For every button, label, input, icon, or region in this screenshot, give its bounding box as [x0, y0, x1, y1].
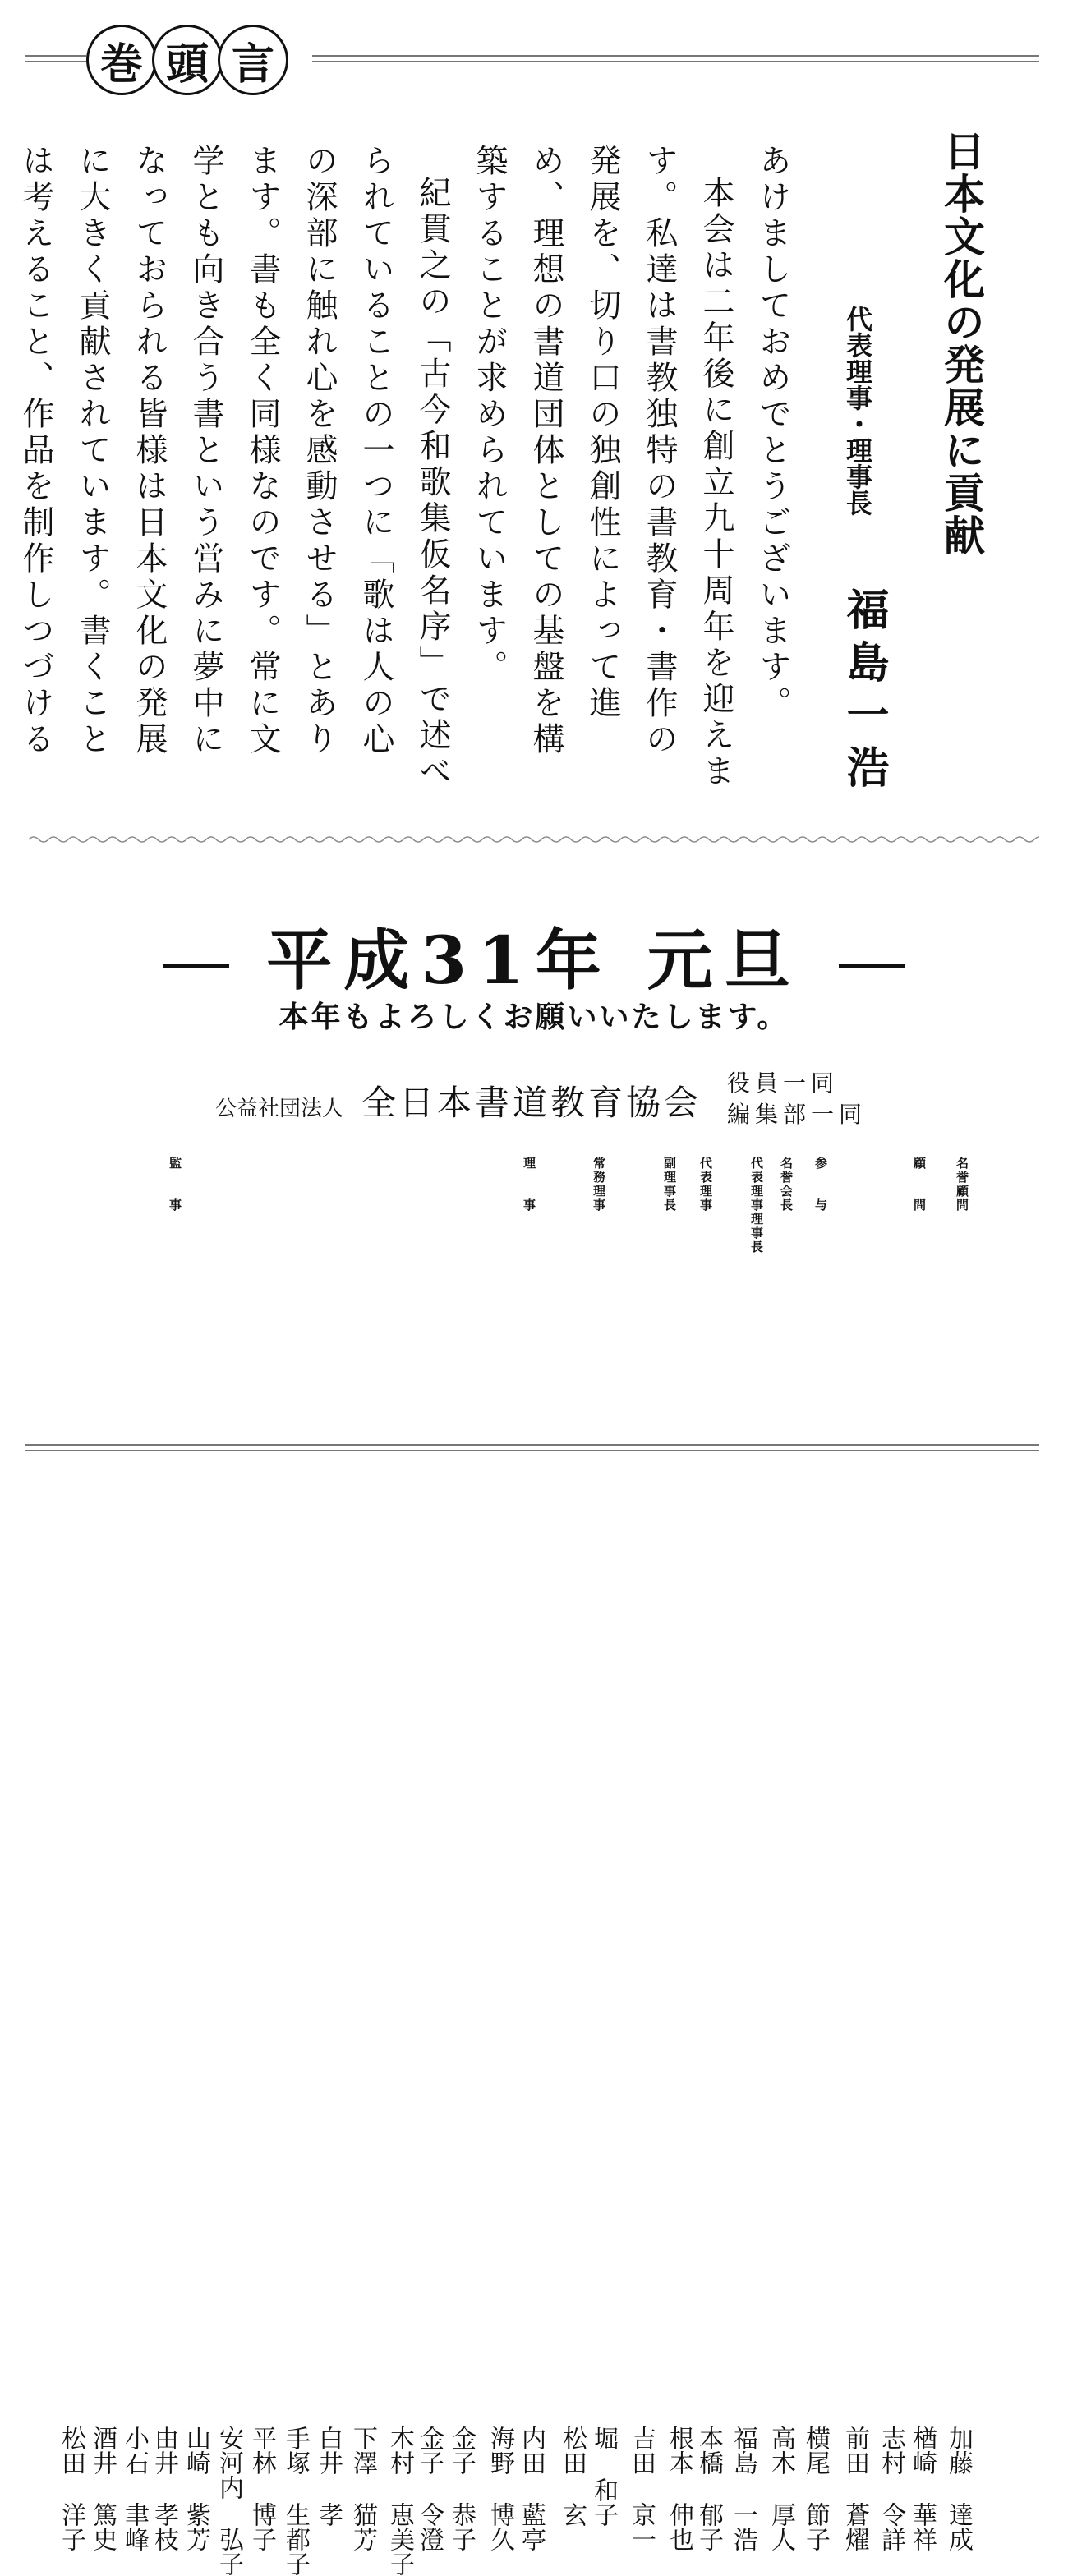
person-family-name: 堀: [589, 2426, 618, 2450]
person-family-name: 金子: [447, 2426, 476, 2475]
article-body: [0, 144, 801, 793]
role-honorary-chair: 名誉会長: [779, 1157, 794, 1212]
org-prefix: 公益社団法人: [215, 1097, 344, 1121]
role-honorary-advisor: 名誉顧問: [955, 1157, 969, 1212]
person-family-name: 下澤: [348, 2426, 377, 2475]
person-given-name: 和子: [589, 2477, 618, 2527]
person-given-name: 蒼燿: [840, 2502, 869, 2551]
person-given-name: 郁子: [694, 2502, 723, 2551]
person-given-name: 恵美子: [385, 2502, 414, 2576]
person-family-name: 加藤: [944, 2426, 973, 2475]
role-rep-director: 代表理事: [698, 1157, 713, 1212]
role-director: 理 事: [522, 1157, 536, 1212]
person-family-name: 平林: [247, 2426, 276, 2475]
person-family-name: 前田: [840, 2426, 869, 2475]
person-given-name: 孝: [314, 2502, 343, 2527]
roster-person: [665, 2426, 692, 2551]
article-paragraph-3: 紀貫之の「古今和歌集仮名序」で述べられていることの一つに「歌は人の心の深部に触れ心を感動させる」とあります。書も全く同様なのです。常に文学とも向き合う書という営みに夢中になっておられる皆様は日本文化の発展に大きく貢献されています。書くことは考えること、作品を制作しつづける: [17, 144, 451, 790]
person-given-name: 令詳: [877, 2502, 905, 2551]
roster-person: [215, 2426, 242, 2576]
person-family-name: 木村: [385, 2426, 414, 2475]
section-char-2: 頭: [152, 25, 223, 95]
person-family-name: 高木: [766, 2426, 795, 2475]
role-advisor: 顧 問: [912, 1157, 927, 1212]
person-family-name: 安河内: [214, 2426, 243, 2500]
person-given-name: 紫芳: [182, 2502, 210, 2551]
person-given-name: 京一: [627, 2502, 656, 2551]
roster-person: [182, 2426, 209, 2551]
person-given-name: 恭子: [447, 2502, 476, 2551]
person-family-name: 吉田: [627, 2426, 656, 2475]
roster-person: [486, 2426, 513, 2551]
org-staff-editors: 編集部一同: [727, 1101, 868, 1128]
role-rep-director-chair-text: 代表理事理事長: [749, 1157, 764, 1254]
roster-person: [315, 2426, 341, 2527]
person-family-name: 本橋: [694, 2426, 723, 2475]
person-family-name: 山崎: [182, 2426, 210, 2475]
person-family-name: 白井: [314, 2426, 343, 2475]
section-char-1: 巻: [86, 25, 157, 95]
bottom-rule: [25, 1444, 1039, 1452]
person-given-name: 孝枝: [150, 2502, 178, 2551]
roster-person: [416, 2426, 442, 2551]
person-given-name: 厚人: [766, 2502, 795, 2551]
date-text: 平成31年 元旦: [266, 922, 802, 999]
person-family-name: 根本: [665, 2426, 693, 2475]
person-family-name: 横尾: [801, 2426, 830, 2475]
person-family-name: 酒井: [88, 2426, 117, 2475]
role-managing-director: 常務理事: [592, 1157, 606, 1212]
person-family-name: 海野: [486, 2426, 514, 2475]
org-staff: [727, 1068, 867, 1130]
roster-person: [349, 2426, 375, 2551]
person-family-name: 楢崎: [908, 2426, 937, 2475]
roster-person: [802, 2426, 828, 2551]
dash-left: [163, 964, 229, 968]
roster-people: [0, 1157, 1068, 2576]
author-name: 福島一浩: [839, 587, 888, 798]
roster-person: [695, 2426, 721, 2551]
roster-person: [518, 2426, 544, 2551]
person-given-name: 篤史: [88, 2502, 117, 2551]
person-family-name: 内田: [517, 2426, 546, 2475]
date-heading: [0, 908, 1068, 1002]
roster-person: [767, 2426, 794, 2551]
top-rule-left: [25, 55, 86, 63]
person-family-name: 小石: [120, 2426, 149, 2475]
greeting-text: 本年もよろしくお願いいたします。: [279, 1000, 789, 1034]
roster-person: [121, 2426, 147, 2551]
article-headline: 日本文化の発展に貢献: [937, 130, 985, 557]
person-given-name: 達成: [944, 2502, 973, 2551]
article-paragraph-2: 本会は二年後に創立九十周年を迎えます。私達は書教独特の書教育・書作の発展を、切り口の独創性によって進め、理想の書道団体としての基盤を構築することが求められています。: [471, 144, 734, 790]
role-auditor: 監 事: [168, 1157, 182, 1212]
role-councilor: 参 与: [813, 1157, 828, 1212]
roster-person: [58, 2426, 84, 2551]
person-family-name: 福島: [729, 2426, 757, 2475]
person-given-name: 一浩: [729, 2502, 757, 2551]
person-given-name: 弘子: [214, 2527, 243, 2576]
roster-person: [89, 2426, 115, 2551]
person-family-name: 松田: [57, 2426, 85, 2475]
person-given-name: 生都子: [281, 2502, 310, 2576]
roster-person: [448, 2426, 474, 2551]
roster-person: [559, 2426, 585, 2527]
roster-person: [386, 2426, 412, 2576]
person-family-name: 手塚: [281, 2426, 310, 2475]
person-family-name: 金子: [415, 2426, 444, 2475]
article-paragraph-1: あけましておめでとうございます。: [754, 144, 791, 722]
person-given-name: 節子: [801, 2502, 830, 2551]
person-given-name: 博久: [486, 2502, 514, 2551]
roster-person: [730, 2426, 756, 2551]
person-given-name: 伸也: [665, 2502, 693, 2551]
person-given-name: 博子: [247, 2502, 276, 2551]
roster-person: [877, 2426, 904, 2551]
roster-person: [909, 2426, 935, 2551]
person-given-name: 猫芳: [348, 2502, 377, 2551]
person-given-name: 聿峰: [120, 2502, 149, 2551]
person-given-name: 華祥: [908, 2502, 937, 2551]
section-char-3: 言: [218, 25, 288, 95]
roster-person: [628, 2426, 654, 2551]
roster-person: [945, 2426, 971, 2551]
org-name: 全日本書道教育協会: [361, 1083, 702, 1123]
person-given-name: 令澄: [415, 2502, 444, 2551]
person-family-name: 志村: [877, 2426, 905, 2475]
person-given-name: 洋子: [57, 2502, 85, 2551]
person-family-name: 松田: [558, 2426, 587, 2475]
roster-person: [150, 2426, 177, 2551]
role-vice-chair: 副理事長: [662, 1157, 677, 1212]
roster-person: [248, 2426, 274, 2551]
dash-right: [839, 964, 905, 968]
person-family-name: 由井: [150, 2426, 178, 2475]
person-given-name: 藍亭: [517, 2502, 546, 2551]
author-role: 代表理事・理事長: [842, 306, 873, 516]
section-heading: [86, 25, 283, 95]
top-rule-right: [312, 55, 1039, 63]
roster-person: [282, 2426, 308, 2576]
roster-person: [841, 2426, 868, 2551]
wavy-divider: [29, 835, 1039, 844]
person-given-name: 玄: [558, 2502, 587, 2527]
org-staff-officers: 役員一同: [727, 1070, 840, 1097]
roster-person: [590, 2426, 616, 2527]
